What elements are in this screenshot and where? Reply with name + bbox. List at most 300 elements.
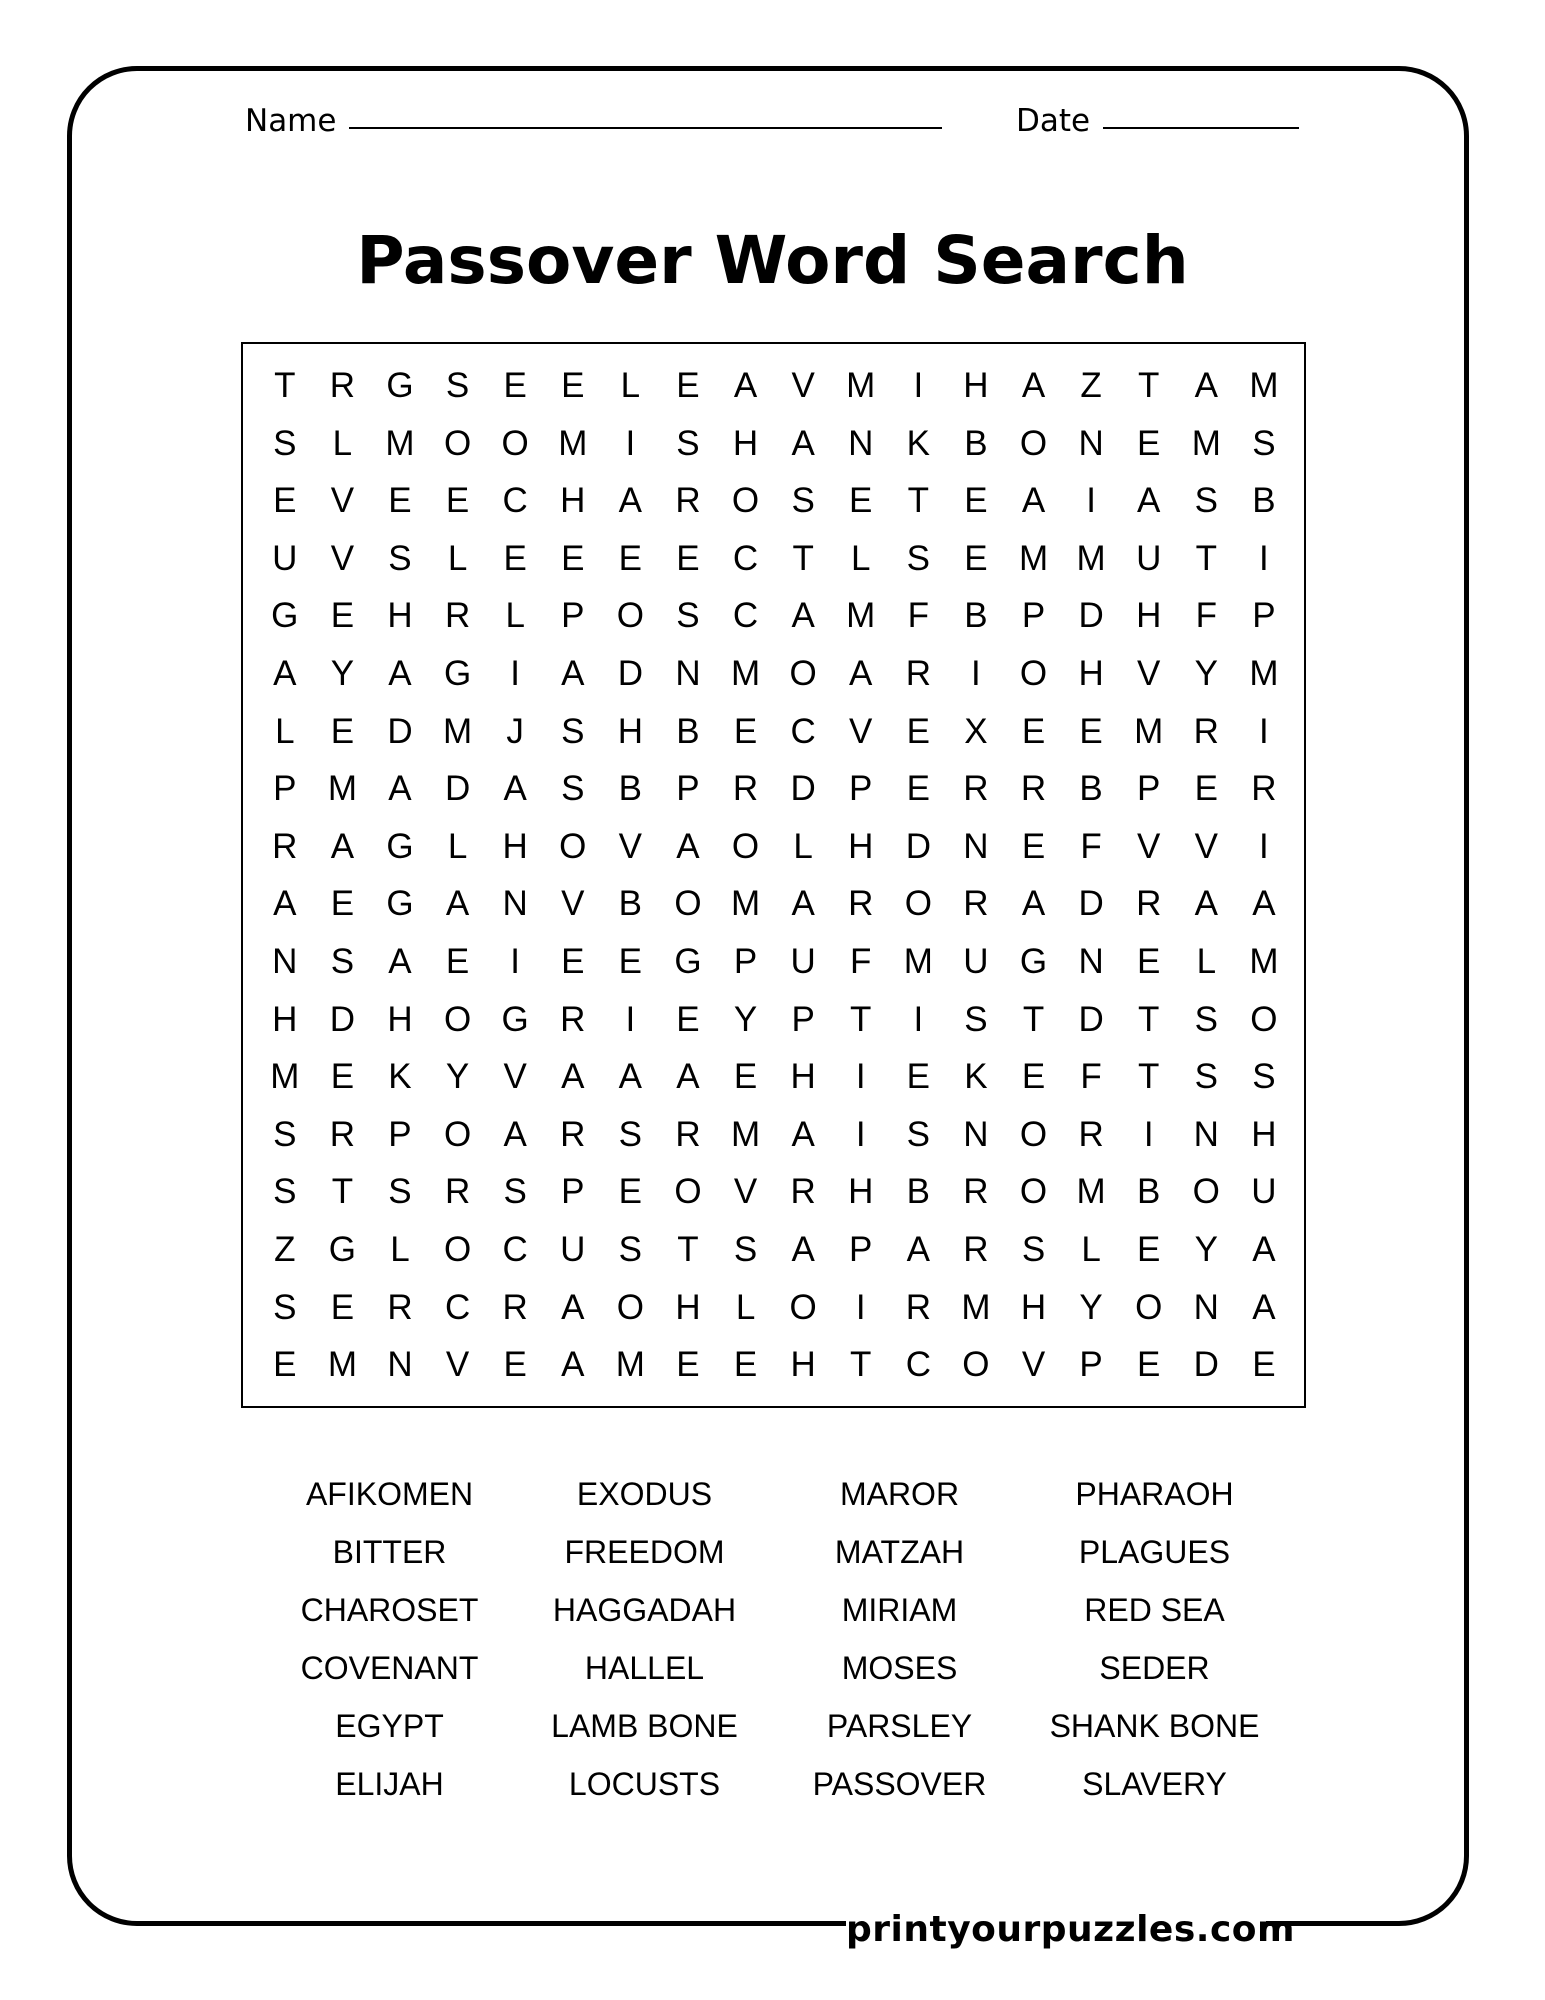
grid-letter[interactable]: D <box>444 769 471 809</box>
grid-letter[interactable]: R <box>905 653 931 693</box>
grid-letter[interactable]: A <box>445 884 470 924</box>
grid-letter[interactable]: O <box>1019 1172 1048 1212</box>
grid-letter[interactable]: B <box>1252 481 1276 521</box>
grid-letter[interactable]: A <box>388 769 412 809</box>
grid-letter[interactable]: V <box>503 1057 527 1097</box>
grid-letter[interactable]: L <box>505 596 525 636</box>
grid-letter[interactable]: I <box>510 653 521 693</box>
grid-letter[interactable]: L <box>851 538 871 578</box>
grid-letter[interactable]: O <box>616 1287 644 1327</box>
grid-letter[interactable]: T <box>792 538 814 578</box>
grid-letter[interactable]: S <box>273 1287 297 1327</box>
grid-letter[interactable]: F <box>1080 1057 1102 1097</box>
grid-letter[interactable]: N <box>502 884 528 924</box>
grid-letter[interactable]: T <box>1138 999 1160 1039</box>
grid-letter[interactable]: N <box>963 1114 989 1154</box>
grid-letter[interactable]: T <box>907 481 930 521</box>
grid-letter[interactable]: Z <box>274 1229 296 1269</box>
grid-letter[interactable]: S <box>1252 1057 1276 1097</box>
grid-letter[interactable]: S <box>1194 1057 1218 1097</box>
grid-letter[interactable]: A <box>906 1229 930 1269</box>
grid-letter[interactable]: E <box>330 884 355 924</box>
grid-letter[interactable]: H <box>790 1345 816 1385</box>
grid-letter[interactable]: O <box>1192 1172 1220 1212</box>
grid-letter[interactable]: A <box>330 826 355 866</box>
grid-letter[interactable]: D <box>790 769 816 809</box>
grid-letter[interactable]: M <box>1076 1172 1106 1212</box>
grid-letter[interactable]: S <box>561 769 585 809</box>
grid-letter[interactable]: A <box>273 653 297 693</box>
grid-letter[interactable]: S <box>906 1114 930 1154</box>
grid-letter[interactable]: B <box>1079 769 1103 809</box>
grid-letter[interactable]: C <box>444 1287 471 1327</box>
grid-letter[interactable]: M <box>615 1345 645 1385</box>
grid-letter[interactable]: O <box>674 1172 702 1212</box>
grid-letter[interactable]: P <box>1021 596 1046 636</box>
grid-letter[interactable]: S <box>676 596 700 636</box>
grid-letter[interactable]: R <box>963 1229 989 1269</box>
grid-letter[interactable]: A <box>1021 481 1046 521</box>
grid-letter[interactable]: E <box>906 1057 930 1097</box>
grid-letter[interactable]: B <box>964 423 988 463</box>
grid-letter[interactable]: S <box>676 423 700 463</box>
grid-letter[interactable]: O <box>559 826 587 866</box>
grid-letter[interactable]: R <box>905 1287 931 1327</box>
grid-letter[interactable]: M <box>1249 366 1279 405</box>
grid-letter[interactable]: R <box>675 481 701 521</box>
grid-letter[interactable]: H <box>617 711 643 751</box>
grid-letter[interactable]: H <box>848 1172 874 1212</box>
grid-letter[interactable]: O <box>501 423 529 463</box>
grid-letter[interactable]: J <box>506 711 524 751</box>
grid-letter[interactable]: M <box>270 1057 300 1097</box>
grid-letter[interactable]: A <box>1021 366 1046 405</box>
grid-letter[interactable]: B <box>1137 1172 1161 1212</box>
grid-letter[interactable]: H <box>272 999 298 1039</box>
grid-letter[interactable]: O <box>674 884 702 924</box>
grid-letter[interactable]: R <box>387 1287 413 1327</box>
grid-letter[interactable]: N <box>1078 423 1104 463</box>
grid-letter[interactable]: S <box>388 1172 412 1212</box>
grid-letter[interactable]: O <box>1135 1287 1163 1327</box>
grid-letter[interactable]: T <box>1138 1057 1160 1097</box>
grid-letter[interactable]: F <box>850 941 872 981</box>
grid-letter[interactable]: A <box>676 1057 700 1097</box>
grid-letter[interactable]: E <box>618 941 643 981</box>
grid-letter[interactable]: E <box>1021 1057 1046 1097</box>
grid-letter[interactable]: E <box>849 481 873 521</box>
grid-letter[interactable]: A <box>676 826 700 866</box>
grid-letter[interactable]: B <box>618 884 643 924</box>
grid-letter[interactable]: H <box>790 1057 816 1097</box>
grid-letter[interactable]: M <box>558 423 588 463</box>
grid-letter[interactable]: O <box>443 999 472 1039</box>
grid-letter[interactable]: O <box>443 1229 472 1269</box>
grid-letter[interactable]: E <box>676 999 700 1039</box>
grid-letter[interactable]: V <box>330 481 355 521</box>
grid-letter[interactable]: O <box>1019 423 1048 463</box>
grid-letter[interactable]: H <box>1020 1287 1047 1327</box>
grid-letter[interactable]: D <box>387 711 413 751</box>
grid-letter[interactable]: C <box>732 596 759 636</box>
grid-letter[interactable]: E <box>330 1287 355 1327</box>
grid-letter[interactable]: A <box>849 653 873 693</box>
grid-letter[interactable]: E <box>1137 1229 1161 1269</box>
grid-letter[interactable]: S <box>1194 481 1218 521</box>
grid-letter[interactable]: R <box>502 1287 528 1327</box>
grid-letter[interactable]: E <box>388 481 412 521</box>
grid-letter[interactable]: H <box>387 596 413 636</box>
grid-letter[interactable]: H <box>963 366 989 405</box>
grid-letter[interactable]: E <box>273 1345 297 1385</box>
grid-letter[interactable]: P <box>1079 1345 1103 1385</box>
grid-letter[interactable]: M <box>903 941 933 981</box>
grid-letter[interactable]: B <box>964 596 988 636</box>
grid-letter[interactable]: A <box>791 1114 815 1154</box>
grid-letter[interactable]: O <box>616 596 644 636</box>
grid-letter[interactable]: U <box>1136 538 1162 578</box>
grid-letter[interactable]: O <box>731 826 760 866</box>
grid-letter[interactable]: E <box>733 1345 758 1385</box>
grid-letter[interactable]: A <box>791 423 815 463</box>
grid-letter[interactable]: A <box>561 1057 585 1097</box>
grid-letter[interactable]: P <box>791 999 815 1039</box>
grid-letter[interactable]: S <box>618 1114 643 1154</box>
grid-letter[interactable]: I <box>1259 538 1269 578</box>
grid-letter[interactable]: M <box>1249 653 1279 693</box>
grid-letter[interactable]: E <box>618 1172 643 1212</box>
grid-letter[interactable]: M <box>846 596 876 636</box>
grid-letter[interactable]: R <box>1136 884 1162 924</box>
grid-letter[interactable]: F <box>907 596 930 636</box>
grid-letter[interactable]: R <box>444 1172 471 1212</box>
grid-letter[interactable]: S <box>618 1229 643 1269</box>
grid-letter[interactable]: T <box>274 366 296 405</box>
grid-letter[interactable]: K <box>964 1057 988 1097</box>
grid-letter[interactable]: I <box>1259 711 1269 751</box>
grid-letter[interactable]: R <box>444 596 471 636</box>
grid-letter[interactable]: V <box>849 711 873 751</box>
grid-letter[interactable]: I <box>971 653 981 693</box>
grid-letter[interactable]: I <box>855 1287 866 1327</box>
grid-letter[interactable]: B <box>906 1172 930 1212</box>
grid-letter[interactable]: M <box>1018 538 1049 578</box>
grid-letter[interactable]: A <box>503 1114 527 1154</box>
grid-letter[interactable]: G <box>386 884 414 924</box>
grid-letter[interactable]: E <box>330 1057 355 1097</box>
grid-letter[interactable]: G <box>501 999 529 1039</box>
date-field[interactable] <box>1103 127 1299 129</box>
grid-letter[interactable]: D <box>1078 884 1104 924</box>
grid-letter[interactable]: U <box>963 941 989 981</box>
grid-letter[interactable]: S <box>273 1172 297 1212</box>
grid-letter[interactable]: E <box>1021 826 1046 866</box>
grid-letter[interactable]: M <box>1191 423 1221 463</box>
grid-letter[interactable]: F <box>1195 596 1217 636</box>
grid-letter[interactable]: U <box>272 538 298 578</box>
grid-letter[interactable]: V <box>733 1172 758 1212</box>
grid-letter[interactable]: D <box>905 826 931 866</box>
grid-letter[interactable]: S <box>1252 423 1276 463</box>
grid-letter[interactable]: S <box>445 366 470 405</box>
grid-letter[interactable]: E <box>676 366 700 405</box>
grid-letter[interactable]: E <box>964 481 988 521</box>
grid-letter[interactable]: S <box>273 1114 297 1154</box>
grid-letter[interactable]: M <box>1249 941 1279 981</box>
grid-letter[interactable]: E <box>1194 769 1218 809</box>
grid-letter[interactable]: H <box>1078 653 1104 693</box>
grid-letter[interactable]: A <box>1194 366 1218 405</box>
grid-letter[interactable]: L <box>390 1229 410 1269</box>
grid-letter[interactable]: S <box>791 481 815 521</box>
grid-letter[interactable]: G <box>328 1229 356 1269</box>
grid-letter[interactable]: D <box>617 653 643 693</box>
grid-letter[interactable]: U <box>560 1229 586 1269</box>
grid-letter[interactable]: R <box>963 769 989 809</box>
name-field[interactable] <box>349 127 942 129</box>
grid-letter[interactable]: C <box>732 538 759 578</box>
grid-letter[interactable]: E <box>503 366 527 405</box>
grid-letter[interactable]: G <box>1019 941 1048 981</box>
grid-letter[interactable]: D <box>1193 1345 1219 1385</box>
grid-letter[interactable]: E <box>273 481 297 521</box>
grid-letter[interactable]: Y <box>330 653 355 693</box>
grid-letter[interactable]: P <box>561 596 585 636</box>
grid-letter[interactable]: F <box>1080 826 1102 866</box>
grid-letter[interactable]: G <box>443 653 472 693</box>
grid-letter[interactable]: R <box>560 1114 586 1154</box>
grid-letter[interactable]: E <box>1137 941 1161 981</box>
grid-letter[interactable]: V <box>791 366 815 405</box>
grid-letter[interactable]: Y <box>733 999 758 1039</box>
grid-letter[interactable]: N <box>848 423 874 463</box>
grid-letter[interactable]: H <box>675 1287 701 1327</box>
grid-letter[interactable]: P <box>849 769 873 809</box>
grid-letter[interactable]: A <box>273 884 297 924</box>
grid-letter[interactable]: L <box>332 423 353 463</box>
grid-letter[interactable]: A <box>733 366 758 405</box>
grid-letter[interactable]: A <box>388 653 412 693</box>
grid-letter[interactable]: C <box>790 711 816 751</box>
grid-letter[interactable]: Y <box>1079 1287 1103 1327</box>
grid-letter[interactable]: L <box>1196 941 1217 981</box>
grid-letter[interactable]: D <box>329 999 356 1039</box>
grid-letter[interactable]: T <box>850 999 872 1039</box>
grid-letter[interactable]: T <box>850 1345 872 1385</box>
grid-letter[interactable]: M <box>961 1287 991 1327</box>
grid-letter[interactable]: R <box>963 884 989 924</box>
grid-letter[interactable]: P <box>273 769 297 809</box>
grid-letter[interactable]: M <box>1076 538 1106 578</box>
grid-letter[interactable]: Z <box>1080 366 1102 405</box>
grid-letter[interactable]: C <box>502 1229 528 1269</box>
grid-letter[interactable]: E <box>1137 1345 1161 1385</box>
grid-letter[interactable]: A <box>618 1057 643 1097</box>
grid-letter[interactable]: V <box>445 1345 470 1385</box>
grid-letter[interactable]: A <box>1252 1229 1276 1269</box>
grid-letter[interactable]: I <box>625 423 636 463</box>
grid-letter[interactable]: V <box>1137 653 1161 693</box>
grid-letter[interactable]: R <box>963 1172 989 1212</box>
grid-letter[interactable]: T <box>1022 999 1045 1039</box>
grid-letter[interactable]: I <box>855 1114 866 1154</box>
grid-letter[interactable]: H <box>387 999 413 1039</box>
grid-letter[interactable]: O <box>1019 1114 1048 1154</box>
grid-letter[interactable]: E <box>733 711 758 751</box>
grid-letter[interactable]: R <box>329 366 356 405</box>
grid-letter[interactable]: R <box>1251 769 1277 809</box>
grid-letter[interactable]: A <box>561 1287 585 1327</box>
grid-letter[interactable]: E <box>733 1057 758 1097</box>
grid-letter[interactable]: L <box>620 366 641 405</box>
grid-letter[interactable]: P <box>1137 769 1161 809</box>
grid-letter[interactable]: Y <box>1194 653 1218 693</box>
grid-letter[interactable]: R <box>1020 769 1047 809</box>
grid-letter[interactable]: R <box>790 1172 816 1212</box>
grid-letter[interactable]: E <box>1137 423 1161 463</box>
grid-letter[interactable]: I <box>625 999 636 1039</box>
grid-letter[interactable]: M <box>327 1345 357 1385</box>
grid-letter[interactable]: K <box>906 423 930 463</box>
grid-letter[interactable]: S <box>906 538 930 578</box>
grid-letter[interactable]: V <box>618 826 643 866</box>
grid-letter[interactable]: A <box>1194 884 1218 924</box>
grid-letter[interactable]: G <box>271 596 299 636</box>
grid-letter[interactable]: E <box>503 538 527 578</box>
grid-letter[interactable]: N <box>963 826 989 866</box>
grid-letter[interactable]: I <box>855 1057 866 1097</box>
grid-letter[interactable]: O <box>731 481 760 521</box>
grid-letter[interactable]: R <box>1193 711 1219 751</box>
grid-letter[interactable]: O <box>1250 999 1278 1039</box>
grid-letter[interactable]: H <box>1251 1114 1277 1154</box>
grid-letter[interactable]: M <box>327 769 357 809</box>
grid-letter[interactable]: E <box>676 1345 700 1385</box>
grid-letter[interactable]: H <box>1136 596 1162 636</box>
grid-letter[interactable]: P <box>1252 596 1276 636</box>
grid-letter[interactable]: R <box>560 999 586 1039</box>
grid-letter[interactable]: R <box>732 769 759 809</box>
grid-letter[interactable]: B <box>676 711 700 751</box>
grid-letter[interactable]: E <box>1252 1345 1276 1385</box>
grid-letter[interactable]: P <box>733 941 758 981</box>
grid-letter[interactable]: E <box>618 538 643 578</box>
grid-letter[interactable]: N <box>675 653 701 693</box>
grid-letter[interactable]: I <box>1259 826 1269 866</box>
grid-letter[interactable]: O <box>1019 653 1048 693</box>
grid-letter[interactable]: O <box>443 1114 472 1154</box>
grid-letter[interactable]: Y <box>445 1057 470 1097</box>
grid-letter[interactable]: H <box>732 423 759 463</box>
grid-letter[interactable]: Y <box>1194 1229 1218 1269</box>
grid-letter[interactable]: X <box>964 711 988 751</box>
grid-letter[interactable]: T <box>1138 366 1160 405</box>
grid-letter[interactable]: A <box>618 481 643 521</box>
grid-letter[interactable]: S <box>273 423 297 463</box>
grid-letter[interactable]: A <box>388 941 412 981</box>
grid-letter[interactable]: L <box>735 1287 756 1327</box>
grid-letter[interactable]: E <box>964 538 988 578</box>
grid-letter[interactable]: O <box>904 884 932 924</box>
grid-letter[interactable]: A <box>561 1345 585 1385</box>
grid-letter[interactable]: L <box>793 826 813 866</box>
grid-letter[interactable]: H <box>502 826 528 866</box>
grid-letter[interactable]: E <box>330 711 355 751</box>
grid-letter[interactable]: R <box>1078 1114 1104 1154</box>
grid-letter[interactable]: S <box>561 711 585 751</box>
grid-letter[interactable]: I <box>913 999 924 1039</box>
grid-letter[interactable]: M <box>730 1114 761 1154</box>
grid-letter[interactable]: L <box>1081 1229 1101 1269</box>
grid-letter[interactable]: A <box>1021 884 1046 924</box>
grid-letter[interactable]: S <box>1194 999 1218 1039</box>
grid-letter[interactable]: V <box>561 884 585 924</box>
grid-letter[interactable]: E <box>445 941 470 981</box>
grid-letter[interactable]: A <box>503 769 527 809</box>
grid-letter[interactable]: V <box>330 538 355 578</box>
grid-letter[interactable]: I <box>913 366 924 405</box>
grid-letter[interactable]: E <box>1021 711 1046 751</box>
grid-letter[interactable]: E <box>330 596 355 636</box>
grid-letter[interactable]: D <box>1078 999 1104 1039</box>
grid-letter[interactable]: A <box>791 884 815 924</box>
grid-letter[interactable]: E <box>561 538 585 578</box>
grid-letter[interactable]: A <box>1137 481 1161 521</box>
grid-letter[interactable]: E <box>561 941 585 981</box>
grid-letter[interactable]: T <box>677 1229 699 1269</box>
grid-letter[interactable]: N <box>272 941 298 981</box>
grid-letter[interactable]: R <box>329 1114 356 1154</box>
grid-letter[interactable]: A <box>791 596 815 636</box>
grid-letter[interactable]: N <box>1193 1287 1219 1327</box>
grid-letter[interactable]: T <box>331 1172 354 1212</box>
grid-letter[interactable]: V <box>1137 826 1161 866</box>
grid-letter[interactable]: M <box>846 366 876 405</box>
grid-letter[interactable]: M <box>730 653 761 693</box>
grid-letter[interactable]: L <box>447 826 468 866</box>
grid-letter[interactable]: I <box>1086 481 1096 521</box>
grid-letter[interactable]: S <box>964 999 988 1039</box>
grid-letter[interactable]: S <box>733 1229 758 1269</box>
grid-letter[interactable]: G <box>386 366 414 405</box>
grid-letter[interactable]: A <box>1252 884 1276 924</box>
grid-letter[interactable]: N <box>1078 941 1104 981</box>
grid-letter[interactable]: E <box>503 1345 527 1385</box>
grid-letter[interactable]: L <box>275 711 295 751</box>
grid-letter[interactable]: V <box>1021 1345 1046 1385</box>
grid-letter[interactable]: R <box>272 826 298 866</box>
grid-letter[interactable]: I <box>510 941 521 981</box>
grid-letter[interactable]: G <box>674 941 702 981</box>
grid-letter[interactable]: M <box>730 884 761 924</box>
grid-letter[interactable]: H <box>848 826 874 866</box>
grid-letter[interactable]: P <box>388 1114 412 1154</box>
grid-letter[interactable]: A <box>1252 1287 1276 1327</box>
grid-letter[interactable]: U <box>790 941 816 981</box>
grid-letter[interactable]: S <box>503 1172 527 1212</box>
grid-letter[interactable]: C <box>905 1345 931 1385</box>
grid-letter[interactable]: O <box>962 1345 990 1385</box>
grid-letter[interactable]: S <box>1021 1229 1046 1269</box>
grid-letter[interactable]: N <box>387 1345 413 1385</box>
grid-letter[interactable]: U <box>1251 1172 1277 1212</box>
grid-letter[interactable]: E <box>445 481 470 521</box>
grid-letter[interactable]: O <box>789 1287 817 1327</box>
grid-letter[interactable]: E <box>906 769 930 809</box>
grid-letter[interactable]: R <box>848 884 874 924</box>
grid-letter[interactable]: E <box>676 538 700 578</box>
grid-letter[interactable]: D <box>1078 596 1104 636</box>
